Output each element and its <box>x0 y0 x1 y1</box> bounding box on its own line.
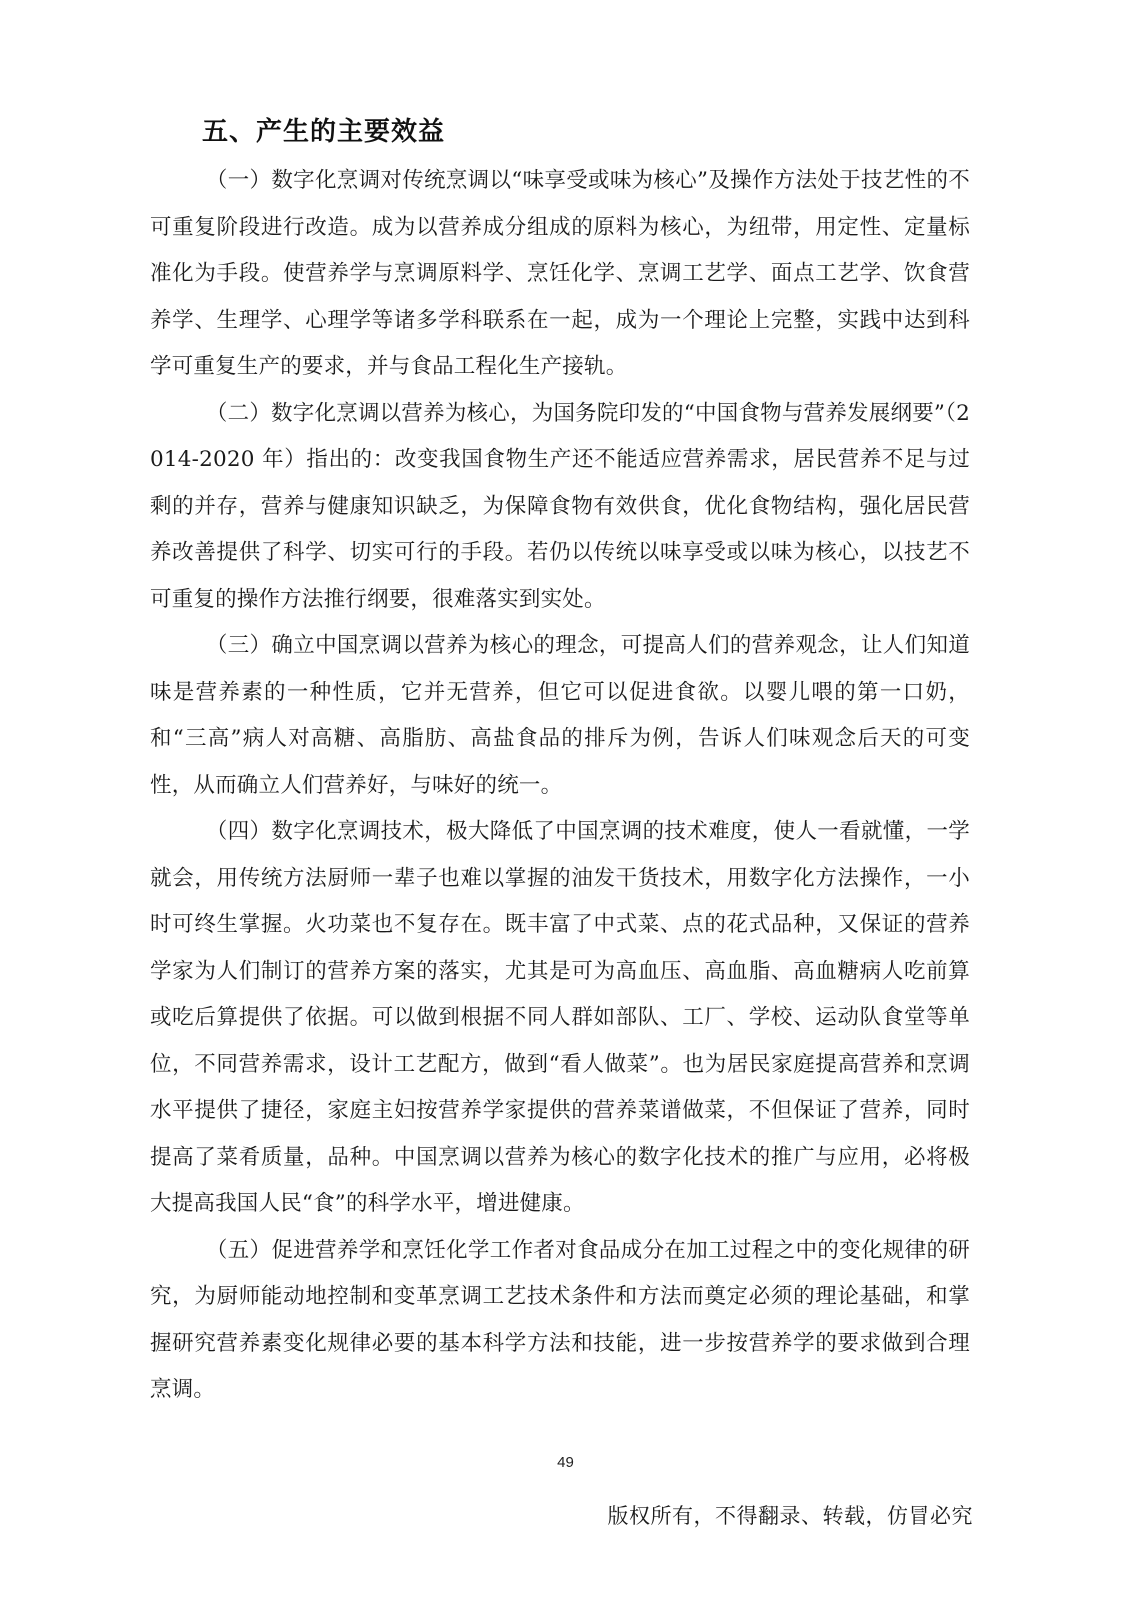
paragraph-4: （四）数字化烹调技术，极大降低了中国烹调的技术难度，使人一看就懂，一学就会，用传统方法厨师一辈子也难以掌握的油发干货技术，用数字化方法操作，一小时可终生掌握。火功菜也不复存在。既丰富了中式菜、点的花式品种，又保证的营养学家为人们制订的营养方案的落实，尤其是可为高血压、高血脂、高血糖病人吃前算或吃后算提供了依据。可以做到根据不同人群如部队、工厂、学校、运动队食堂等单位，不同营养需求，设计工艺配方，做到“看人做菜”。也为居民家庭提高营养和烹调水平提供了捷径，家庭主妇按营养学家提供的营养菜谱做菜，不但保证了营养，同时提高了菜肴质量，品种。中国烹调以营养为核心的数字化技术的推广与应用，必将极大提高我国人民“食”的科学水平，增进健康。 <box>150 819 970 1216</box>
body-text <box>150 158 970 1414</box>
paragraph-2: （二）数字化烹调以营养为核心，为国务院印发的“中国食物与营养发展纲要”（2014-2020 年）指出的：改变我国食物生产还不能适应营养需求，居民营养不足与过剩的并存，营养与健康知识缺乏，为保障食物有效供食，优化食物结构，强化居民营养改善提供了科学、切实可行的手段。若仍以传统以味享受或以味为核心，以技艺不可重复的操作方法推行纲要，很难落实到实处。 <box>150 400 970 612</box>
section-heading: 五、产生的主要效益 <box>202 117 446 147</box>
copyright-notice: 版权所有，不得翻录、转载，仿冒必究 <box>607 1504 973 1528</box>
paragraph-5: （五）促进营养学和烹饪化学工作者对食品成分在加工过程之中的变化规律的研究，为厨师能动地控制和变革烹调工艺技术条件和方法而奠定必须的理论基础，和掌握研究营养素变化规律必要的基本科学方法和技能，进一步按营养学的要求做到合理烹调。 <box>150 1237 970 1402</box>
paragraph-1: （一）数字化烹调对传统烹调以“味享受或味为核心”及操作方法处于技艺性的不可重复阶段进行改造。成为以营养成分组成的原料为核心，为纽带，用定性、定量标准化为手段。使营养学与烹调原料学、烹饪化学、烹调工艺学、面点工艺学、饮食营养学、生理学、心理学等诸多学科联系在一起，成为一个理论上完整，实践中达到科学可重复生产的要求，并与食品工程化生产接轨。 <box>150 168 970 379</box>
paragraph-3: （三）确立中国烹调以营养为核心的理念，可提高人们的营养观念，让人们知道味是营养素的一种性质，它并无营养，但它可以促进食欲。以婴儿喂的第一口奶，和“三高”病人对高糖、高脂肪、高盐食品的排斥为例，告诉人们味观念后天的可变性，从而确立人们营养好，与味好的统一。 <box>150 633 970 798</box>
page-number: 49 <box>557 1454 574 1471</box>
